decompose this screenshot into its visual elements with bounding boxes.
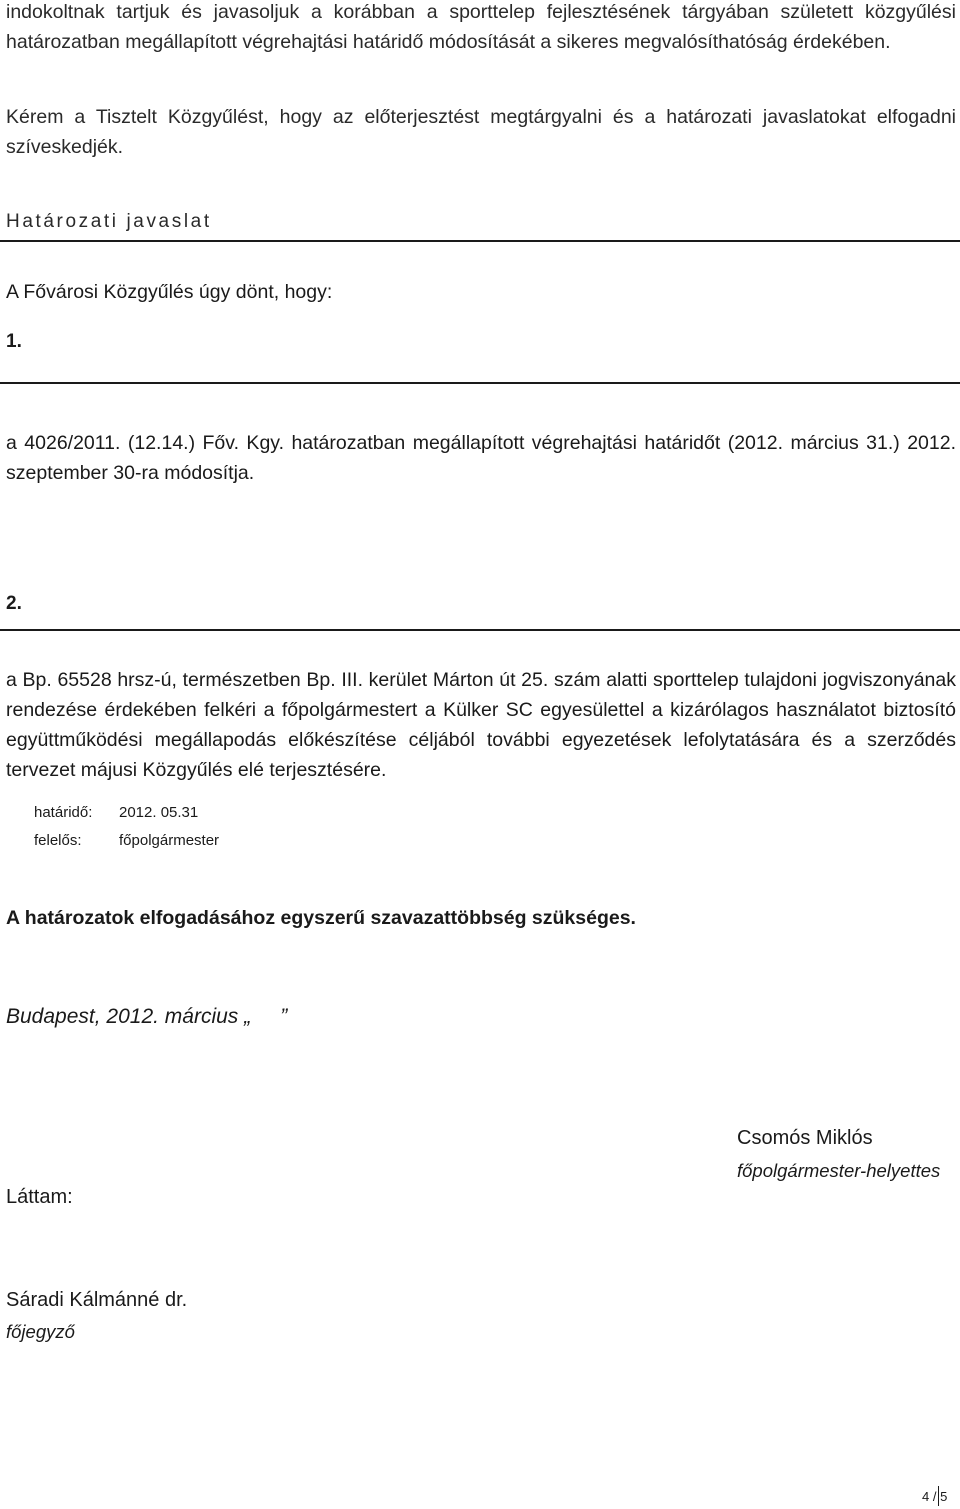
deadline-label: határidő:: [34, 804, 93, 821]
item-1-divider: [0, 382, 960, 384]
majority-note: A határozatok elfogadásához egyszerű szavazattöbbség szükséges.: [6, 907, 636, 929]
intro-paragraph: indokoltnak tartjuk és javasoljuk a korábban a sporttelep fejlesztésének tárgyában született közgyűlési határozatban megállapított végrehajtási határidő módosítását a sikeres megvalósíthatóság érdekében.: [6, 1, 956, 53]
deadline-value: 2012. 05.31: [119, 804, 199, 821]
proposal-heading: Határozati javaslat: [6, 211, 212, 232]
page-number: 4 / 5: [922, 1489, 948, 1504]
signer-title: főpolgármester-helyettes: [737, 1160, 941, 1181]
heading-divider: [0, 240, 960, 242]
item-2-divider: [0, 629, 960, 631]
item-2-number: 2.: [6, 593, 22, 614]
item-1-text: a 4026/2011. (12.14.) Főv. Kgy. határozatban megállapított végrehajtási határidőt (2012. március 31.) 2012. szeptember 30-ra módosítja.: [6, 432, 956, 484]
notary-name: Sáradi Kálmánné dr.: [6, 1289, 188, 1311]
decision-intro: A Fővárosi Közgyűlés úgy dönt, hogy:: [6, 281, 333, 303]
item-1-number: 1.: [6, 331, 22, 352]
seen-label: Láttam:: [6, 1186, 73, 1208]
responsible-value: főpolgármester: [119, 832, 220, 849]
responsible-label: felelős:: [34, 832, 82, 849]
place-date: Budapest, 2012. március „ ”: [6, 1005, 288, 1028]
signer-name: Csomós Miklós: [737, 1127, 873, 1149]
notary-title: főjegyző: [6, 1321, 75, 1342]
item-2-text: a Bp. 65528 hrsz-ú, természetben Bp. III. kerület Márton út 25. szám alatti sporttelep tulajdoni jogviszonyának rendezése érdekében felkéri a főpolgármestert a Külker SC egyesülettel a kizárólagos használatot biztosító együttműködési megállapodás előkészítése céljából további egyezetések lefolytatására és a szerződés tervezet májusi Közgyűlés elé terjesztésére.: [6, 669, 956, 781]
request-paragraph: Kérem a Tisztelt Közgyűlést, hogy az előterjesztést megtárgyalni és a határozati javaslatokat elfogadni szíveskedjék.: [6, 106, 956, 158]
